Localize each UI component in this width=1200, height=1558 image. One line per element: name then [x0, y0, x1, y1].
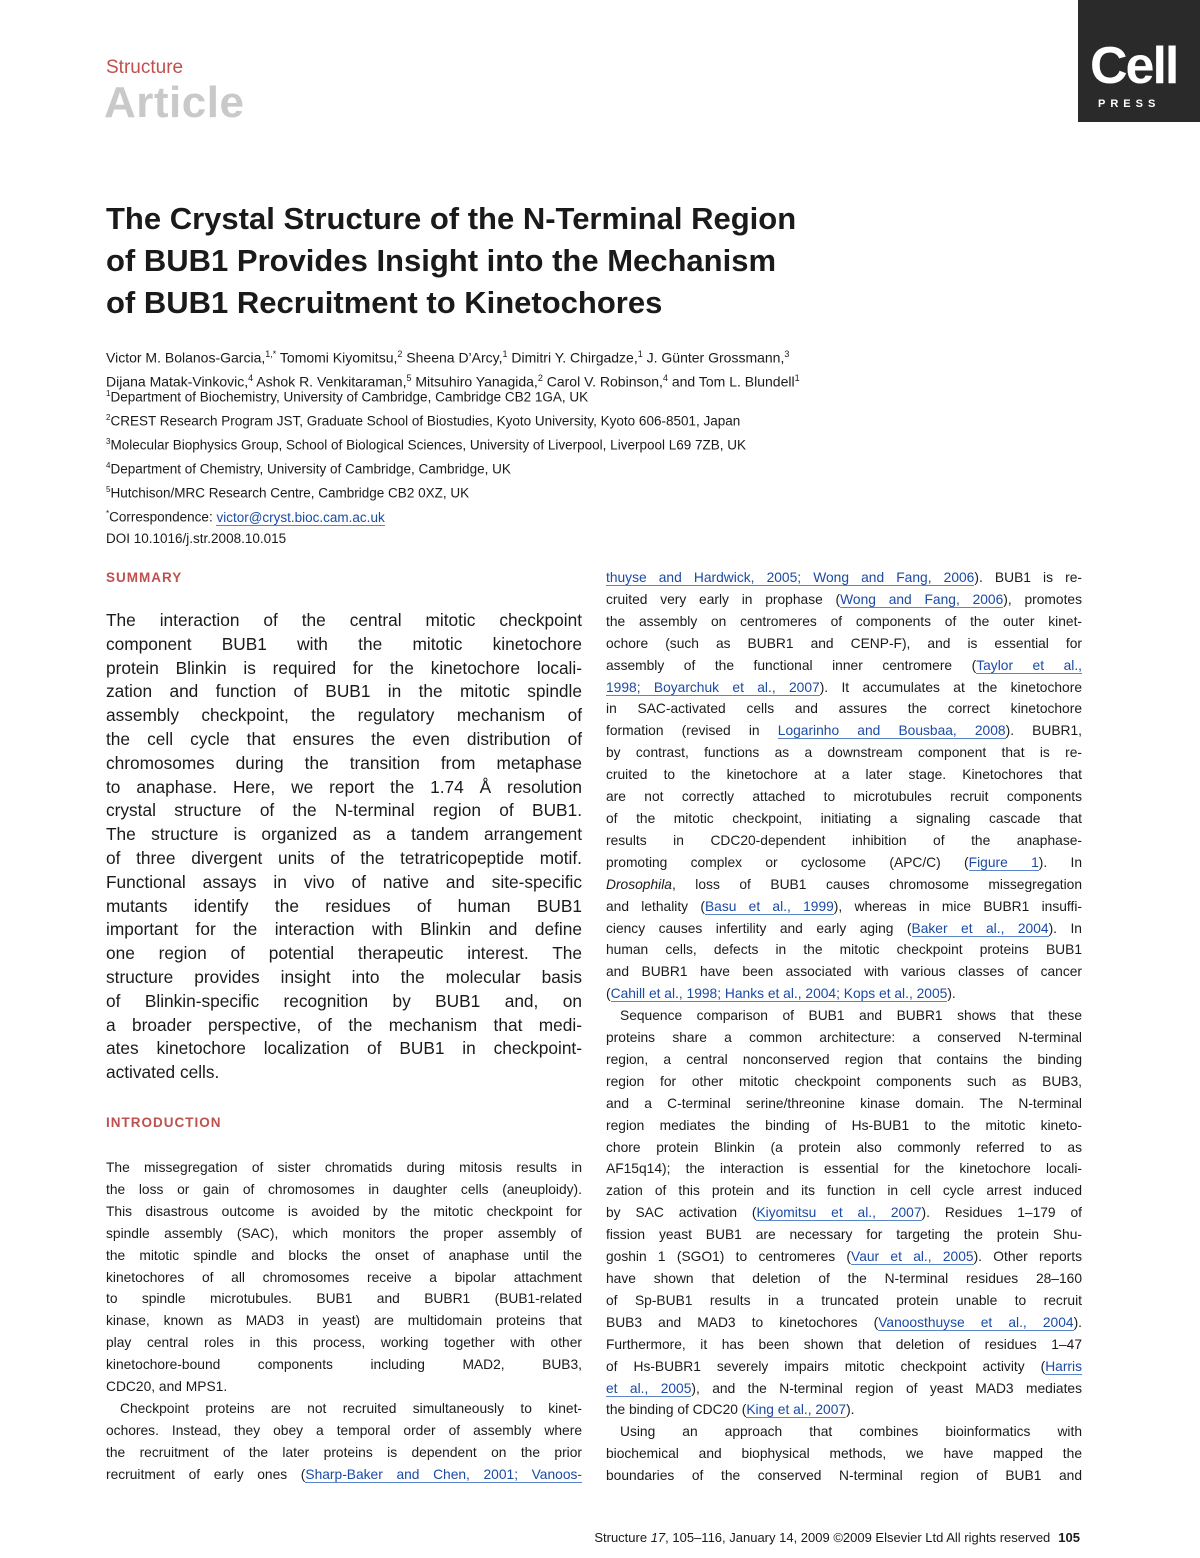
affiliations — [106, 384, 1106, 549]
summary-line: The structure is organized as a tandem arrangement — [106, 824, 582, 845]
affiliation: $^4$Department of Chemistry, University of Cambridge, Cambridge, UK — [106, 461, 511, 477]
doi: DOI 10.1016/j.str.2008.10.015 — [106, 530, 287, 546]
author: Dijana Matak-Vinkovic, — [106, 373, 249, 390]
body-line: and lethality (Basu et al., 1999), whereas in mice BUBR1 insuffi- — [606, 898, 1082, 914]
body-line: ciency causes infertility and early aging (Baker et al., 2004). In — [606, 920, 1082, 936]
page-footer: Structure 17, 105–116, January 14, 2009 ©2009 Elsevier Ltd All rights reserved 105 — [594, 1530, 1080, 1545]
summary-line: assembly checkpoint, the regulatory mechanism of — [106, 705, 582, 726]
summary-line: structure provides insight into the molecular basis — [106, 966, 582, 987]
body-line: and a C-terminal serine/threonine kinase domain. The N-terminal — [606, 1095, 1082, 1111]
body-line: et al., 2005), and the N-terminal region of yeast MAD3 mediates — [606, 1380, 1082, 1396]
author-sup: 3 — [784, 349, 790, 359]
affiliation: $^2$CREST Research Program JST, Graduate School of Biostudies, Kyoto University, Kyoto 606-8501, Japan — [106, 413, 741, 429]
title-line: The Crystal Structure of the N-Terminal Region — [106, 201, 797, 236]
body-line: are not correctly attached to microtubules recruit components — [606, 789, 1082, 805]
summary-line: of Blinkin-specific recognition by BUB1 and, on — [106, 990, 582, 1011]
affiliation: $^3$Molecular Biophysics Group, School of Biological Sciences, University of Liverpool, Liverpool L69 7ZB, UK — [106, 437, 747, 453]
body-line: by contrast, functions as a downstream component that is re- — [606, 745, 1082, 761]
summary-text — [106, 609, 582, 1085]
title-line: of BUB1 Recruitment to Kinetochores — [106, 285, 663, 320]
summary-line: important for the interaction with Blinkin and define — [106, 919, 582, 940]
body-line: 1998; Boyarchuk et al., 2007). It accumulates at the kinetochore — [606, 679, 1082, 695]
logo-sub: PRESS — [1098, 98, 1161, 110]
body-line: have shown that deletion of the N-terminal residues 28–160 — [606, 1271, 1082, 1286]
author: Dimitri Y. Chirgadze, — [507, 349, 638, 366]
citation-link[interactable]: Basu et al., 1999 — [704, 898, 834, 914]
body-line: of Sp-BUB1 results in a truncated protein unable to recruit — [606, 1292, 1082, 1308]
summary-line: ates kinetochore localization of BUB1 in checkpoint- — [106, 1038, 582, 1059]
author: J. Günter Grossmann, — [642, 349, 785, 366]
body-line: cruited very early in prophase (Wong and Fang, 2006), promotes — [606, 591, 1082, 607]
citation-link[interactable]: Harris — [1045, 1358, 1082, 1374]
body-line: the binding of CDC20 (King et al., 2007). — [606, 1402, 855, 1418]
author: Sheena D’Arcy, — [402, 349, 503, 366]
summary-heading: SUMMARY — [106, 570, 183, 585]
body-line: by SAC activation (Kiyomitsu et al., 2007). Residues 1–179 of — [606, 1205, 1082, 1221]
body-line: formation (revised in Logarinho and Bousbaa, 2008). BUBR1, — [606, 723, 1083, 739]
summary-line: protein Blinkin is required for the kinetochore locali- — [106, 657, 582, 678]
body-line: Sequence comparison of BUB1 and BUBR1 shows that these — [620, 1008, 1082, 1024]
article-type: Article — [104, 78, 245, 127]
author-sup: 2 — [537, 372, 543, 383]
body-line: Drosophila, loss of BUB1 causes chromosome missegregation — [606, 876, 1082, 892]
citation-link[interactable]: Sharp-Baker and Chen, 2001; Vanoos- — [305, 1466, 582, 1482]
citation-link[interactable]: et al., 2005 — [606, 1380, 692, 1396]
body-line: kinetochore-bound components including MAD2, BUB3, — [106, 1357, 582, 1373]
author-sup: 1 — [502, 349, 508, 359]
author: Mitsuhiro Yanagida, — [411, 373, 538, 390]
author: Carol V. Robinson, — [542, 373, 663, 390]
summary-line: crystal structure of the N-terminal region of BUB1. — [106, 800, 582, 821]
body-line: of Hs-BUBR1 severely impairs mitotic checkpoint activity (Harris — [606, 1358, 1082, 1374]
citation-link[interactable]: Wong and Fang, 2006 — [840, 591, 1004, 607]
body-line: goshin 1 (SGO1) to centromeres (Vaur et al., 2005). Other reports — [606, 1249, 1082, 1265]
figure-link[interactable]: Figure 1 — [968, 854, 1039, 870]
body-line: of the mitotic checkpoint, initiating a signaling cascade that — [606, 810, 1082, 826]
correspondence: *Correspondence: victor@cryst.bioc.cam.ac.uk — [106, 509, 385, 525]
body-line: play central roles in this process, working together with other — [106, 1335, 582, 1351]
journal-name: Structure — [106, 57, 184, 78]
body-line: the mitotic spindle and blocks the onset of anaphase until the — [106, 1247, 582, 1263]
body-line: (Cahill et al., 1998; Hanks et al., 2004; Kops et al., 2005). — [606, 986, 956, 1002]
summary-line: the cell cycle that ensures the even distribution of — [106, 728, 582, 749]
summary-line: activated cells. — [106, 1062, 220, 1083]
citation-link[interactable]: Cahill et al., 1998; Hanks et al., 2004; Kops et al., 2005 — [610, 986, 948, 1002]
citation-link[interactable]: Taylor et al., — [976, 657, 1082, 673]
body-line: chore protein Blinkin (a protein also commonly referred to as — [606, 1139, 1082, 1155]
body-line: Checkpoint proteins are not recruited simultaneously to kinet- — [120, 1400, 582, 1416]
author-sup: 1 — [637, 349, 643, 359]
page-number: 105 — [1058, 1530, 1080, 1545]
summary-line: mutants identify the residues of human BUB1 — [106, 895, 582, 916]
body-line: results in CDC20-dependent inhibition of the anaphase- — [606, 832, 1082, 848]
citation-link[interactable]: Vaur et al., 2005 — [851, 1249, 974, 1265]
author-sup: 1 — [794, 372, 800, 383]
body-line: and BUBR1 have been associated with various classes of cancer — [606, 964, 1082, 980]
citation-link[interactable]: King et al., 2007 — [746, 1402, 847, 1418]
introduction-heading: INTRODUCTION — [106, 1115, 222, 1130]
summary-line: Functional assays in vivo of native and site-specific — [106, 871, 582, 892]
summary-line: component BUB1 with the mitotic kinetochore — [106, 633, 582, 654]
body-line: the assembly on centromeres of components of the outer kinet- — [606, 613, 1082, 629]
body-line: thuyse and Hardwick, 2005; Wong and Fang, 2006). BUB1 is re- — [606, 570, 1082, 585]
body-line: Using an approach that combines bioinformatics with — [620, 1424, 1082, 1440]
title-line: of BUB1 Provides Insight into the Mechanism — [106, 243, 777, 278]
body-line: This disastrous outcome is avoided by the mitotic checkpoint for — [106, 1203, 582, 1219]
cell-press-logo — [1078, 0, 1200, 122]
author-sup: 1,* — [265, 349, 277, 359]
body-line: in SAC-activated cells and assures the correct kinetochore — [606, 701, 1082, 717]
body-line: cruited to the kinetochore at a later stage. Kinetochores that — [606, 767, 1082, 783]
author: Ashok R. Venkitaraman, — [253, 373, 407, 390]
affiliation: $^1$Department of Biochemistry, University of Cambridge, Cambridge CB2 1GA, UK — [106, 389, 589, 405]
body-line: region for other mitotic checkpoint components such as BUB3, — [606, 1073, 1082, 1089]
body-line: ochores. Instead, they obey a temporal order of assembly where — [106, 1422, 582, 1438]
email-link[interactable]: victor@cryst.bioc.cam.ac.uk — [216, 509, 385, 525]
affiliation: $^5$Hutchison/MRC Research Centre, Cambridge CB2 0XZ, UK — [106, 485, 470, 501]
body-line: The missegregation of sister chromatids during mitosis results in — [106, 1160, 582, 1175]
author-sup: 5 — [406, 372, 412, 383]
citation-link[interactable]: thuyse and Hardwick, 2005; Wong and Fang, 2006 — [606, 570, 975, 585]
body-line: zation of this protein and its function in cell cycle arrest induced — [606, 1183, 1082, 1199]
body-line: AF15q14); the interaction is essential for the kinetochore locali- — [606, 1161, 1082, 1177]
citation-link[interactable]: Baker et al., 2004 — [911, 920, 1049, 936]
summary-line: zation and function of BUB1 in the mitotic spindle — [106, 681, 582, 702]
article-title — [106, 198, 1066, 324]
author: Tomomi Kiyomitsu, — [276, 349, 398, 366]
left-column-text — [106, 1157, 582, 1486]
author: Victor M. Bolanos-Garcia, — [106, 349, 266, 366]
body-line: the recruitment of the later proteins is dependent on the prior — [106, 1444, 582, 1460]
body-line: assembly of the functional inner centromere (Taylor et al., — [606, 657, 1082, 673]
right-column-text — [606, 567, 1082, 1487]
body-line: recruitment of early ones (Sharp-Baker and Chen, 2001; Vanoos- — [106, 1466, 582, 1482]
summary-line: The interaction of the central mitotic checkpoint — [106, 610, 582, 630]
body-line: region, a central nonconserved region that contains the binding — [606, 1051, 1082, 1067]
citation-link[interactable]: Kiyomitsu et al., 2007 — [756, 1205, 922, 1221]
body-line: to spindle microtubules. BUB1 and BUBR1 (BUB1-related — [106, 1291, 582, 1307]
body-line: boundaries of the conserved N-terminal region of BUB1 and — [606, 1468, 1082, 1484]
author-sup: 4 — [248, 372, 254, 383]
summary-line: chromosomes during the transition from metaphase — [106, 752, 582, 773]
author-sup: 2 — [397, 349, 403, 359]
body-line: human cells, defects in the mitotic checkpoint proteins BUB1 — [606, 942, 1082, 958]
summary-line: one region of potential therapeutic interest. The — [106, 943, 582, 964]
citation-link[interactable]: Logarinho and Bousbaa, 2008 — [777, 723, 1006, 739]
summary-line: to anaphase. Here, we report the 1.74 Å resolution — [106, 776, 582, 797]
body-line: biochemical and biophysical methods, we have mapped the — [606, 1446, 1082, 1462]
body-line: Furthermore, it has been shown that deletion of residues 1–47 — [606, 1336, 1082, 1352]
body-line: CDC20, and MPS1. — [106, 1379, 228, 1395]
body-line: BUB3 and MAD3 to kinetochores (Vanoosthuyse et al., 2004). — [606, 1314, 1082, 1330]
body-line: proteins share a common architecture: a conserved N-terminal — [606, 1030, 1082, 1046]
body-line: spindle assembly (SAC), which monitors the proper assembly of — [106, 1225, 582, 1241]
body-line: fission yeast BUB1 are necessary for targeting the protein Shu- — [606, 1227, 1082, 1243]
author-sup: 4 — [662, 372, 668, 383]
summary-line: of three divergent units of the tetratricopeptide motif. — [106, 847, 582, 868]
body-line: region mediates the binding of Hs-BUB1 to the mitotic kineto- — [606, 1117, 1082, 1133]
body-line: kinase, known as MAD3 in yeast) are multidomain proteins that — [106, 1313, 582, 1329]
body-line: the loss or gain of chromosomes in daughter cells (aneuploidy). — [106, 1181, 582, 1197]
body-line: ochore (such as BUBR1 and CENP-F), and is essential for — [606, 635, 1082, 651]
body-line: kinetochores of all chromosomes receive a bipolar attachment — [106, 1269, 582, 1285]
author: and Tom L. Blundell — [667, 373, 795, 390]
citation-link[interactable]: Vanoosthuyse et al., 2004 — [878, 1314, 1074, 1330]
citation-link[interactable]: 1998; Boyarchuk et al., 2007 — [606, 679, 820, 695]
logo-word: Cell — [1090, 37, 1178, 95]
summary-line: a broader perspective, of the mechanism that medi- — [106, 1014, 582, 1035]
body-line: promoting complex or cyclosome (APC/C) (Figure 1). In — [606, 854, 1082, 870]
